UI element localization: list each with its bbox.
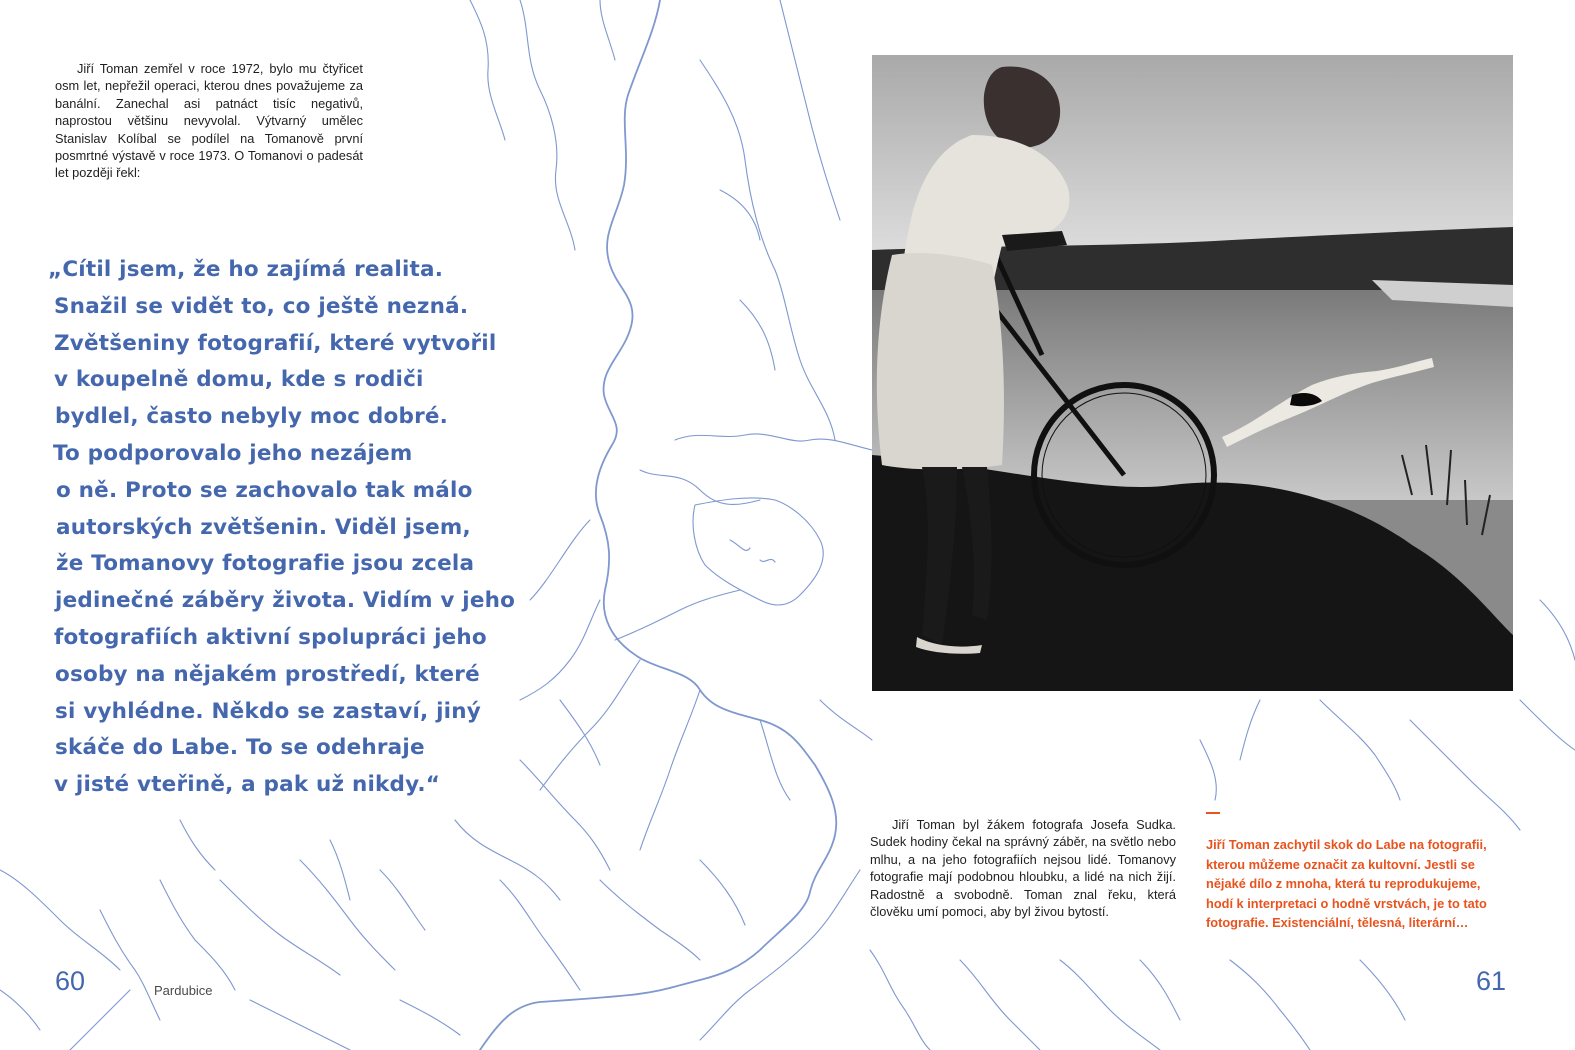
page-number-left: 60 (55, 966, 86, 996)
photo-caption: Jiří Toman byl žákem fotografa Josefa Sudka. Sudek hodiny čekal na správný záběr, na světlo nebo mlhu, a na jeho fotografiích nejsou lidé. Tomanovy fotografie mají podobnou hloubku, a lidé na nich žijí. Radostně a svobodně. Toman znal řeku, která člověku umí pomoci, aby byl živou bytostí. (870, 817, 1176, 920)
quote-line: Zvětšeniny fotografií, které vytvořil (54, 330, 497, 356)
quote-line: si vyhlédne. Někdo se zastaví, jiný (55, 698, 481, 724)
intro-paragraph: Jiří Toman zemřel v roce 1972, bylo mu čtyřicet osm let, nepřežil operaci, kterou dnes považujeme za banální. Zanechal asi patnáct tisíc negativů, naprostou většinu nevyvolal. Výtvarný umělec Stanislav Kolíbal se podílel na Tomanově první posmrtné výstavě v roce 1973. O Tomanovi o padesát let později řekl: (55, 61, 363, 181)
quote-line: bydlel, často nebyly moc dobré. (55, 404, 449, 430)
quote-line: „Cítil jsem, že ho zajímá realita. (48, 257, 444, 282)
section-name: Pardubice (154, 983, 213, 998)
quote-line: že Tomanovy fotografie jsou zcela (56, 551, 475, 577)
highlight-dash (1206, 812, 1220, 814)
quote-line: skáče do Labe. To se odehraje (55, 735, 425, 761)
quote-line: To podporovalo jeho nezájem (53, 440, 413, 466)
quote-line: autorských zvětšenin. Viděl jsem, (56, 514, 471, 540)
page-number-right: 61 (1476, 966, 1507, 996)
highlight-caption: Jiří Toman zachytil skok do Labe na fotografii, kterou můžeme označit za kultovní. Jestli se nějaké dílo z mnoha, která tu reprodukujeme, hodí k interpretaci o hodně vrstvách, je to tato fotografie. Existenciální, tělesná, literární… (1206, 837, 1487, 930)
quote-line: jedinečné záběry života. Vidím v jeho (55, 588, 516, 614)
quote-line: v koupelně domu, kde s rodiči (54, 367, 424, 393)
quote-line: osoby na nějakém prostředí, které (55, 661, 480, 687)
photograph-bicycle-diver (872, 55, 1513, 691)
quote-line: v jisté vteřině, a pak už nikdy.“ (54, 772, 441, 798)
quote-line: Snažil se vidět to, co ještě nezná. (54, 293, 469, 319)
quote-line: o ně. Proto se zachovalo tak málo (56, 477, 473, 503)
quote-line: fotografiích aktivní spolupráci jeho (54, 624, 487, 650)
pull-quote (48, 252, 548, 804)
